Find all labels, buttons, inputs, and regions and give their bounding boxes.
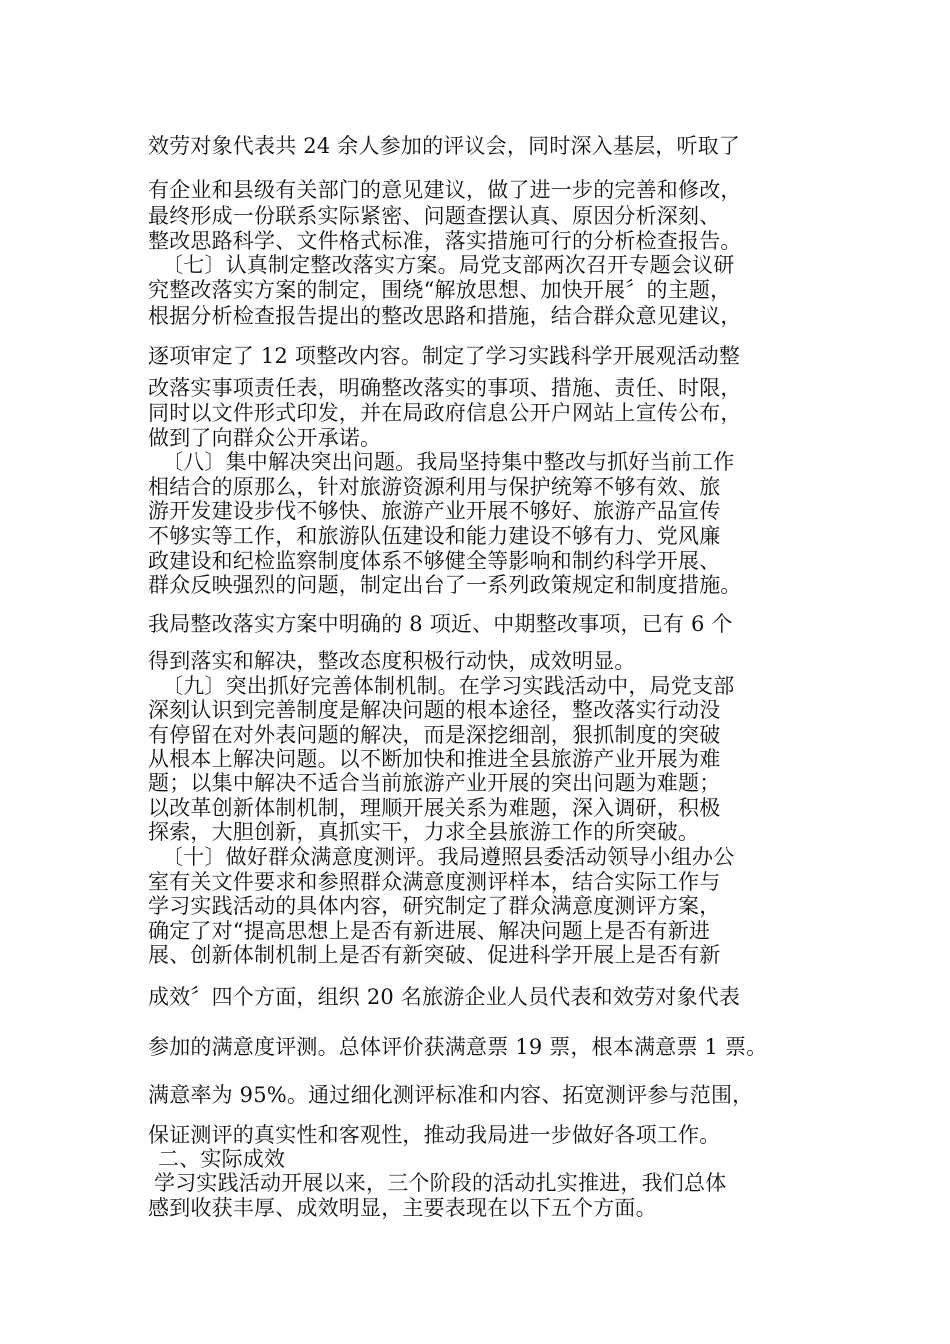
text-line: 〔九〕突出抓好完善体制机制。在学习实践活动中，局党支部 [162,674,735,698]
text-line: 游开发建设步伐不够快、旅游产业开展不够好、旅游产品宣传 [148,499,721,523]
text-line: 参加的满意度评测。总体评价获满意票 19 票，根本满意票 1 票。 [148,1035,768,1059]
text-line: 室有关文件要求和参照群众满意度测评样本，结合实际工作与 [148,870,721,894]
text-line: 不够实等工作，和旅游队伍建设和能力建设不够有力、党风廉 [148,524,721,548]
text-line: 逐项审定了 12 项整改内容。制定了学习实践科学开展观活动整 [148,344,741,368]
text-line: 群众反映强烈的问题，制定出台了一系列政策规定和制度措施。 [148,573,742,597]
text-line: 究整改落实方案的制定，围绕“解放思想、加快开展〞的主题， [148,278,732,302]
text-line: 成效〞四个方面，组织 20 名旅游企业人员代表和效劳对象代表 [148,985,741,1009]
text-line: 最终形成一份联系实际紧密、问题查摆认真、原因分析深刻、 [148,204,721,228]
text-line: 探索，大胆创新，真抓实干，力求全县旅游工作的所突破。 [148,820,700,844]
text-line: 感到收获丰厚、成效明显，主要表现在以下五个方面。 [148,1196,657,1220]
text-line: 我局整改落实方案中明确的 8 项近、中期整改事项，已有 6 个 [148,612,733,636]
text-line: 相结合的原那么，针对旅游资源利用与保护统筹不够有效、旅 [148,475,721,499]
text-line: 政建设和纪检监察制度体系不够健全等影响和制约科学开展、 [148,549,721,573]
text-line: 有企业和县级有关部门的意见建议，做了进一步的完善和修改， [148,178,742,202]
text-line: 确定了对“提高思想上是否有新进展、解决问题上是否有新进 [148,919,711,943]
text-line: 满意率为 95%。通过细化测评标准和内容、拓宽测评参与范围， [148,1083,754,1107]
text-line: 以改革创新体制机制，理顺开展关系为难题，深入调研，积极 [148,796,721,820]
text-line: 效劳对象代表共 24 余人参加的评议会，同时深入基层，听取了 [148,134,741,158]
text-line: 根据分析检查报告提出的整改思路和措施，结合群众意见建议， [148,304,742,328]
text-line: 〔八〕集中解决突出问题。我局坚持集中整改与抓好当前工作 [162,450,735,474]
text-line: 学习实践活动的具体内容，研究制定了群众满意度测评方案， [148,894,721,918]
text-line: 整改思路科学、文件格式标准，落实措施可行的分析检查报告。 [148,229,742,253]
text-line: 得到落实和解决，整改态度积极行动快，成效明显。 [148,649,636,673]
text-line: 〔七〕认真制定整改落实方案。局党支部两次召开专题会议研 [162,253,735,277]
text-line: 改落实事项责任表，明确整改落实的事项、措施、责任、时限， [148,376,742,400]
text-line: 展、创新体制机制上是否有新突破、促进科学开展上是否有新 [148,943,721,967]
text-line: 有停留在对外表问题的解决，而是深挖细剖，狠抓制度的突破 [148,723,721,747]
text-line: 从根本上解决问题。以不断加快和推进全县旅游产业开展为难 [148,747,721,771]
text-line: 题；以集中解决不适合当前旅游产业开展的突出问题为难题； [148,771,721,795]
text-line: 做到了向群众公开承诺。 [148,426,382,450]
text-line: 学习实践活动开展以来，三个阶段的活动扎实推进，我们总体 [154,1171,727,1195]
section-heading: 二、实际成效 [158,1147,286,1171]
text-line: 深刻认识到完善制度是解决问题的根本途径，整改落实行动没 [148,698,721,722]
text-line: 〔十〕做好群众满意度测评。我局遵照县委活动领导小组办公 [162,845,735,869]
text-line: 保证测评的真实性和客观性，推动我局进一步做好各项工作。 [148,1123,721,1147]
text-line: 同时以文件形式印发，并在局政府信息公开户网站上宣传公布， [148,401,742,425]
